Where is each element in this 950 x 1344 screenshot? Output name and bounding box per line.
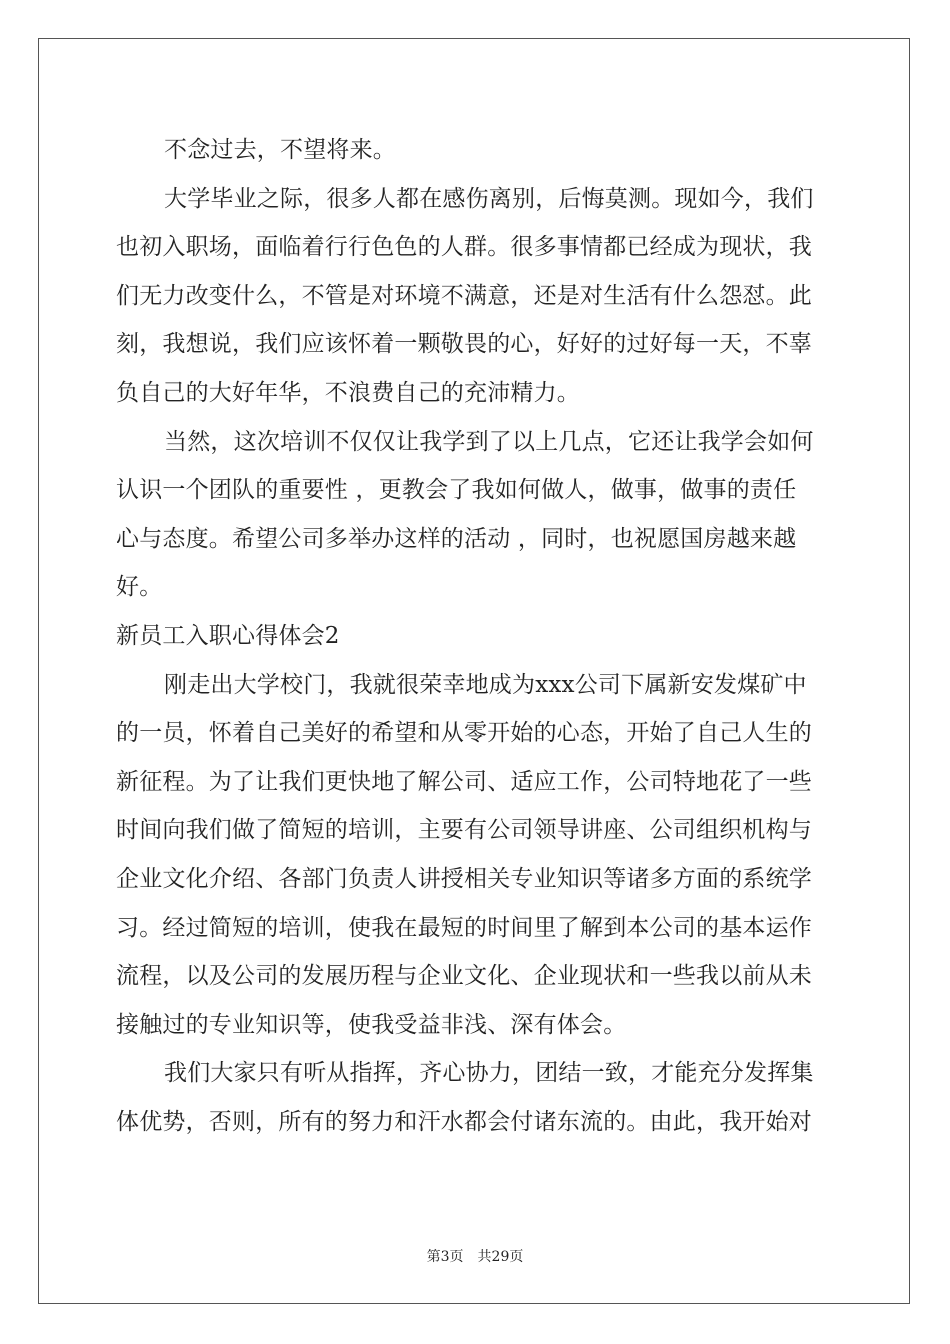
- text-line: 负自己的大好年华，不浪费自己的充沛精力。: [116, 379, 580, 406]
- page-total: 共29页: [477, 1249, 524, 1265]
- text-line: 的一员，怀着自己美好的希望和从零开始的心态，开始了自己人生的: [116, 720, 812, 747]
- text-line: 们无力改变什么，不管是对环境不满意，还是对生活有什么怨怼。此: [116, 282, 812, 309]
- text-line: 体优势，否则，所有的努力和汗水都会付诸东流的。由此，我开始对: [116, 1108, 812, 1135]
- text-line: 心与态度。希望公司多举办这样的活动 ，同时，也祝愿国房越来越: [116, 525, 797, 552]
- text-line: 时间向我们做了简短的培训，主要有公司领导讲座、公司组织机构与: [116, 817, 812, 844]
- page-footer: [0, 1247, 950, 1267]
- text-line: 接触过的专业知识等，使我受益非浅、深有体会。: [116, 1011, 627, 1038]
- text-line: 刻，我想说，我们应该怀着一颗敬畏的心，好好的过好每一天，不辜: [116, 331, 812, 358]
- text-line: 企业文化介绍、各部门负责人讲授相关专业知识等诸多方面的系统学: [116, 865, 812, 892]
- text-line: 也初入职场，面临着行行色色的人群。很多事情都已经成为现状，我: [116, 234, 812, 261]
- text-line: 当然，这次培训不仅仅让我学到了以上几点，它还让我学会如何: [164, 428, 814, 455]
- text-line: 认识一个团队的重要性 ，更教会了我如何做人，做事，做事的责任: [116, 477, 797, 504]
- document-body: [116, 126, 832, 1146]
- page-number: 第3页: [426, 1249, 464, 1265]
- text-line: 好。: [116, 574, 163, 601]
- text-line: 新征程。为了让我们更快地了解公司、适应工作，公司特地花了一些: [116, 768, 812, 795]
- section-heading: 新员工入职心得体会2: [116, 622, 340, 649]
- text-line: 我们大家只有听从指挥，齐心协力，团结一致，才能充分发挥集: [164, 1060, 814, 1087]
- text-line: 流程，以及公司的发展历程与企业文化、企业现状和一些我以前从未: [116, 963, 812, 990]
- text-line: 习。经过简短的培训，使我在最短的时间里了解到本公司的基本运作: [116, 914, 812, 941]
- text-line: 大学毕业之际，很多人都在感伤离别，后悔莫测。现如今，我们: [164, 185, 814, 212]
- text-line: 刚走出大学校门，我就很荣幸地成为xxx公司下属新安发煤矿中: [164, 671, 807, 698]
- text-line: 不念过去，不望将来。: [164, 137, 396, 163]
